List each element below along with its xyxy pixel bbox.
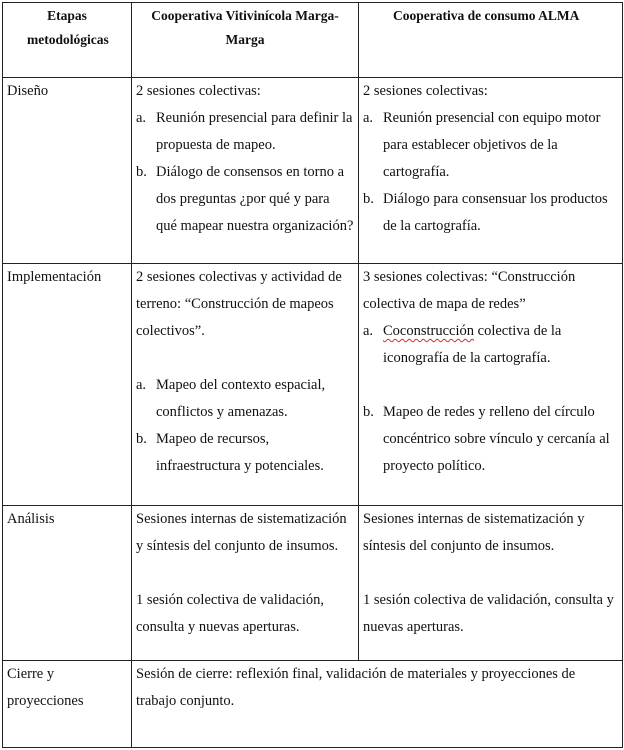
- list-item: b. Diálogo para consensuar los productos de la cartografía.: [363, 191, 608, 234]
- list-item: a. Reunión presencial con equipo motor para establecer objetivos de la cartografía.: [363, 110, 601, 180]
- list-item: b. Diálogo de consensos en torno a dos preguntas ¿por qué y para qué mapear nuestra organización?: [136, 164, 354, 234]
- cell-implementacion-marga: [132, 264, 359, 506]
- header-alma: Cooperativa de consumo ALMA: [359, 3, 623, 78]
- implementacion-alma-intro: 3 sesiones colectivas: “Construcción colectiva de mapa de redes”: [363, 269, 576, 312]
- cell-analisis-alma: [359, 506, 623, 661]
- header-marga-marga: Cooperativa Vitivinícola Marga-Marga: [132, 3, 359, 78]
- header-row: [3, 3, 623, 78]
- stage-analisis: Análisis: [3, 506, 132, 661]
- implementacion-marga-intro: 2 sesiones colectivas y actividad de terreno: “Construcción de mapeos colectivos”.: [136, 269, 342, 339]
- cell-analisis-marga: [132, 506, 359, 661]
- cell-diseno-alma: [359, 78, 623, 264]
- list-item: b. Mapeo de recursos, infraestructura y potenciales.: [136, 431, 324, 474]
- row-implementacion: [3, 264, 623, 506]
- analisis-alma-p2: 1 sesión colectiva de validación, consulta y nuevas aperturas.: [363, 592, 614, 635]
- cell-cierre: Sesión de cierre: reflexión final, validación de materiales y proyecciones de trabajo conjunto.: [132, 661, 623, 748]
- analisis-marga-p2: 1 sesión colectiva de validación, consulta y nuevas aperturas.: [136, 592, 325, 635]
- implementacion-alma-list-b: [363, 399, 618, 480]
- methodology-table: [2, 2, 623, 748]
- implementacion-alma-list: [363, 318, 618, 372]
- analisis-alma-p1: Sesiones internas de sistematización y síntesis del conjunto de insumos.: [363, 511, 585, 554]
- cell-implementacion-alma: [359, 264, 623, 506]
- analisis-marga-p1: Sesiones internas de sistematización y síntesis del conjunto de insumos.: [136, 511, 347, 554]
- cell-diseno-marga: [132, 78, 359, 264]
- row-cierre: [3, 661, 623, 748]
- stage-cierre: Cierre y proyecciones: [3, 661, 132, 748]
- row-diseno: [3, 78, 623, 264]
- implementacion-marga-list: [136, 372, 354, 480]
- diseno-marga-intro: 2 sesiones colectivas:: [136, 83, 261, 99]
- diseno-marga-list: [136, 105, 354, 240]
- header-etapas: Etapas metodológicas: [3, 3, 132, 78]
- list-item: a. Coconstrucción colectiva de la iconografía de la cartografía.: [363, 323, 562, 366]
- row-analisis: [3, 506, 623, 661]
- list-item: a. Reunión presencial para definir la propuesta de mapeo.: [136, 110, 353, 153]
- spellcheck-word: Coconstrucción: [383, 323, 475, 339]
- list-item: b. Mapeo de redes y relleno del círculo concéntrico sobre vínculo y cercanía al proyecto político.: [363, 404, 610, 474]
- diseno-alma-intro: 2 sesiones colectivas:: [363, 83, 488, 99]
- diseno-alma-list: [363, 105, 618, 240]
- stage-diseno: Diseño: [3, 78, 132, 264]
- list-item: a. Mapeo del contexto espacial, conflictos y amenazas.: [136, 377, 326, 420]
- stage-implementacion: Implementación: [3, 264, 132, 506]
